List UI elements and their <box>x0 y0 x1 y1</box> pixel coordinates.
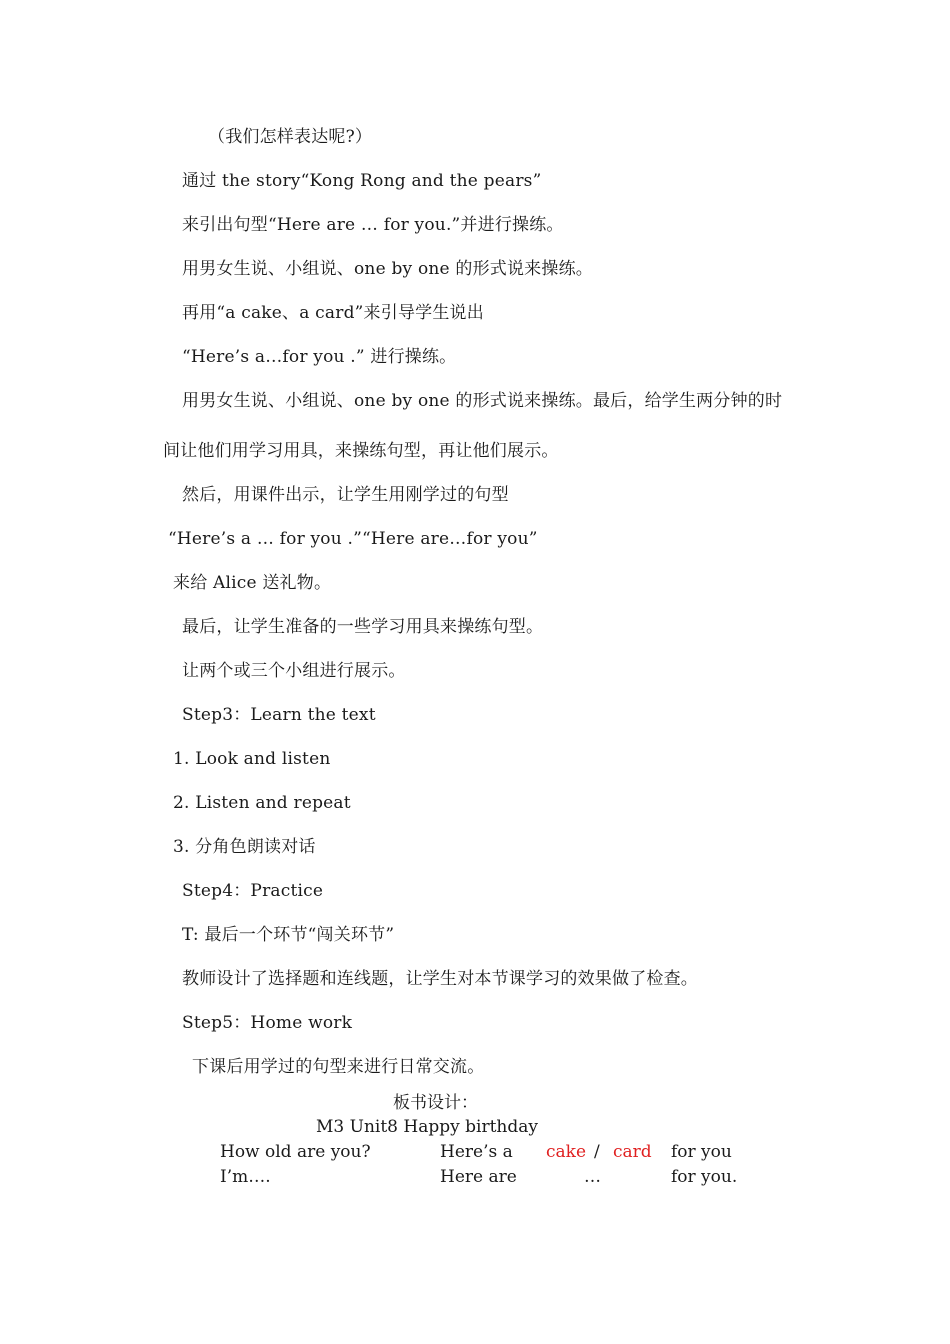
text-line-12: 最后，让学生准备的一些学习用具来操练句型。 <box>182 617 544 637</box>
step4-teacher-line: T: 最后一个环节“闯关环节” <box>182 925 395 945</box>
board-here-are: Here are <box>440 1167 517 1187</box>
text-line-9: 然后，用课件出示，让学生用刚学过的句型 <box>182 485 509 505</box>
board-word-cake: cake <box>546 1142 587 1162</box>
board-question: How old are you? <box>220 1142 371 1162</box>
board-for-you-2: for you. <box>671 1167 738 1187</box>
step3-item-2: 2. Listen and repeat <box>173 793 351 813</box>
board-dots: … <box>584 1167 601 1187</box>
board-word-card: card <box>613 1142 652 1162</box>
step4-heading: Step4：Practice <box>182 881 324 901</box>
text-line-5: 再用“a cake、a card”来引导学生说出 <box>182 303 484 323</box>
text-line-6: “Here’s a…for you .” 进行操练。 <box>182 347 457 367</box>
text-line-20: 教师设计了选择题和连线题，让学生对本节课学习的效果做了检查。 <box>182 969 698 989</box>
text-line-8: 间让他们用学习用具，来操练句型，再让他们展示。 <box>163 441 559 461</box>
text-line-3: 来引出句型“Here are … for you.”并进行操练。 <box>182 215 564 235</box>
text-line-7: 用男女生说、小组说、one by one 的形式说来操练。最后，给学生两分钟的时 <box>182 391 783 411</box>
step5-heading: Step5：Home work <box>182 1013 353 1033</box>
board-answer: I’m…. <box>220 1167 271 1187</box>
text-line-22: 下课后用学过的句型来进行日常交流。 <box>192 1057 485 1077</box>
text-line-10: “Here’s a … for you .”“Here are…for you” <box>168 529 538 549</box>
text-line-4: 用男女生说、小组说、one by one 的形式说来操练。 <box>182 259 593 279</box>
step3-heading: Step3：Learn the text <box>182 705 376 725</box>
board-slash: / <box>594 1142 600 1162</box>
board-for-you-1: for you <box>671 1142 732 1162</box>
step3-item-3: 3. 分角色朗读对话 <box>173 837 316 857</box>
text-line-13: 让两个或三个小组进行展示。 <box>182 661 406 681</box>
text-line-1: （我们怎样表达呢?） <box>208 127 373 147</box>
text-line-11: 来给 Alice 送礼物。 <box>173 573 332 593</box>
board-subtitle: M3 Unit8 Happy birthday <box>316 1117 538 1137</box>
board-heres-a: Here’s a <box>440 1142 513 1162</box>
step3-item-1: 1. Look and listen <box>173 749 331 769</box>
text-line-2: 通过 the story“Kong Rong and the pears” <box>182 171 542 191</box>
board-title: 板书设计： <box>393 1093 478 1113</box>
